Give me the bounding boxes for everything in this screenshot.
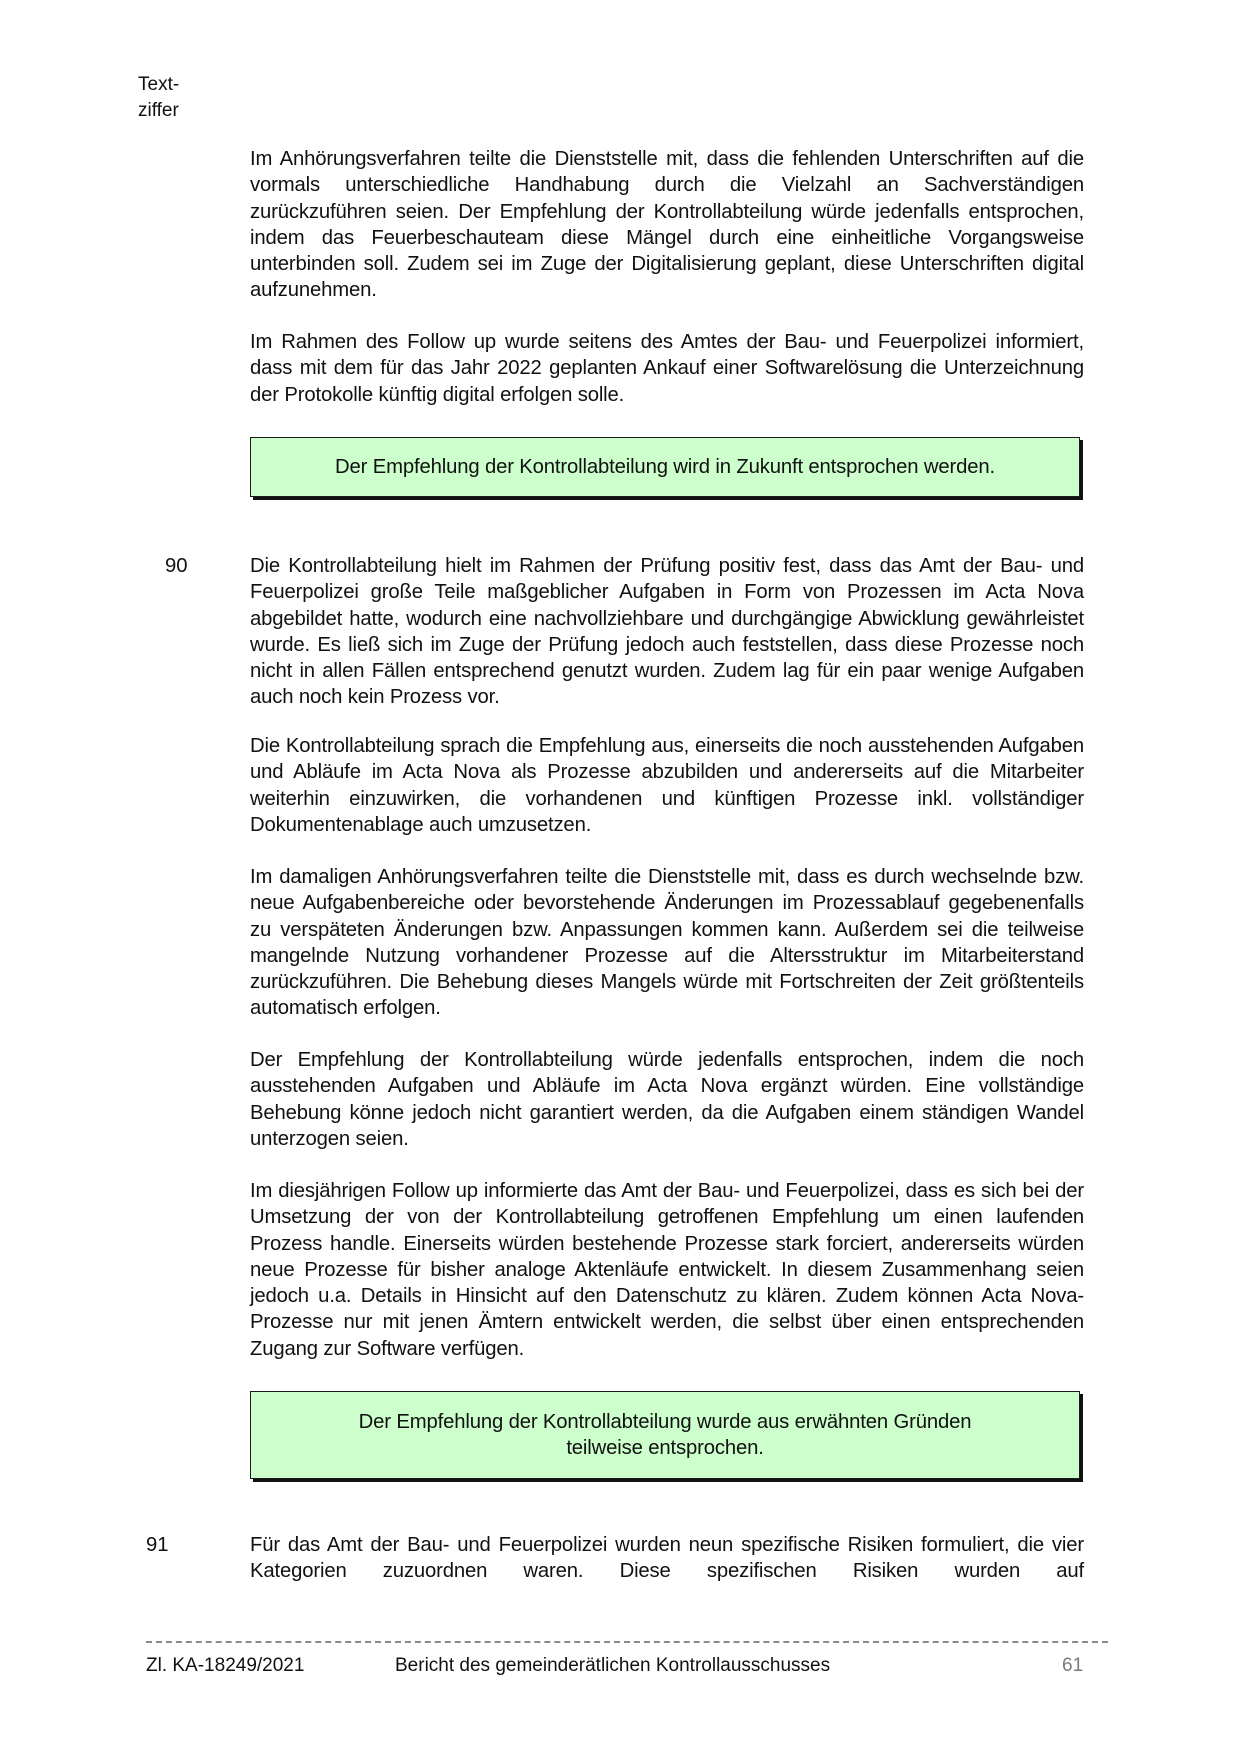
section-90-paragraph-1: [250, 553, 1084, 711]
paragraph: Im Anhörungsverfahren teilte die Dienststelle mit, dass die fehlenden Unterschriften auf die vormals unterschiedliche Handhabung durch die Vielzahl an Sachverständigen zurückzuführen seien. Der Empfehlung der Kontrollabteilung würde jedenfalls entsprochen, indem das Feuerbeschauteam diese Mängel durch eine einheitliche Vorgangsweise unterbinden soll. Zudem sei im Zuge der Digitalisierung geplant, diese Unterschriften digital aufzunehmen.: [250, 148, 1084, 302]
recommendation-text-line1: Der Empfehlung der Kontrollabteilung wurde aus erwähnten Gründen: [358, 1410, 972, 1433]
section-90-paragraph-4: [250, 1047, 1084, 1152]
section-number: 91: [146, 1534, 169, 1556]
section-91-paragraph-1: [250, 1532, 1084, 1585]
margin-label-line2: ziffer: [138, 100, 179, 121]
margin-label-line1: Text-: [138, 74, 180, 95]
section-90-paragraph-5: [250, 1178, 1084, 1362]
recommendation-text-line2: teilweise entsprochen.: [566, 1437, 764, 1459]
recommendation-text: Der Empfehlung der Kontrollabteilung wird in Zukunft entsprochen werden.: [335, 455, 995, 478]
paragraph: Im Rahmen des Follow up wurde seitens des Amtes der Bau- und Feuerpolizei informiert, dass mit dem für das Jahr 2022 geplanten Ankauf einer Softwarelösung die Unterzeichnung der Protokolle künftig digital erfolgen solle.: [250, 331, 1084, 406]
section-number: 90: [165, 555, 188, 577]
paragraph: Die Kontrollabteilung sprach die Empfehlung aus, einerseits die noch ausstehenden Aufgaben und Abläufe im Acta Nova als Prozesse abzubilden und andererseits auf die Mitarbeiter weiterhin einzuwirken, die vorhandenen und künftigen Prozesse inkl. vollständiger Dokumentenablage auch umzusetzen.: [250, 735, 1084, 836]
paragraph: Im diesjährigen Follow up informierte das Amt der Bau- und Feuerpolizei, dass es sich bei der Umsetzung der von der Kontrollabteilung getroffenen Empfehlung um einen laufenden Prozess handle. Einerseits würden bestehende Prozesse stark forciert, andererseits würden neue Prozesse für bisher analoge Aktenläufe entwickelt. In diesem Zusammenhang seien jedoch u.a. Details in Hinsicht auf den Datenschutz zu klären. Zudem können Acta Nova-Prozesse nur mit jenen Ämtern entwickelt werden, die selbst über einen entsprechenden Zugang zur Software verfügen.: [250, 1180, 1084, 1360]
footer-title: Bericht des gemeinderätlichen Kontrollausschusses: [395, 1655, 831, 1676]
recommendation-box: [250, 1391, 1080, 1479]
paragraph: Die Kontrollabteilung hielt im Rahmen der Prüfung positiv fest, dass das Amt der Bau- und Feuerpolizei große Teile maßgeblicher Aufgaben in Form von Prozessen im Acta Nova abgebildet hatte, wodurch eine nachvollziehbare und durchgängige Abwicklung gewährleistet wurde. Es ließ sich im Zuge der Prüfung jedoch auch feststellen, dass diese Prozesse noch nicht in allen Fällen entsprechend genutzt wurden. Zudem lag für ein paar wenige Aufgaben auch noch kein Prozess vor.: [250, 555, 1084, 709]
margin-label-textziffer: [138, 72, 179, 124]
section-89-continuation: [250, 146, 1084, 304]
recommendation-box: [250, 437, 1080, 497]
section-90-paragraph-3: [250, 864, 1084, 1022]
page-number: 61: [1062, 1655, 1084, 1676]
section-90-paragraph-2: [250, 733, 1084, 838]
footer-reference: Zl. KA-18249/2021: [146, 1655, 305, 1676]
paragraph: Für das Amt der Bau- und Feuerpolizei wurden neun spezifische Risiken formuliert, die vier Kategorien zuzuordnen waren. Diese spezifischen Risiken wurden auf: [250, 1534, 1084, 1583]
paragraph: Der Empfehlung der Kontrollabteilung würde jedenfalls entsprochen, indem die noch ausstehenden Aufgaben und Abläufe im Acta Nova ergänzt würden. Eine vollständige Behebung könne jedoch nicht garantiert werden, da die Aufgaben einem ständigen Wandel unterzogen seien.: [250, 1049, 1084, 1150]
paragraph: Im damaligen Anhörungsverfahren teilte die Dienststelle mit, dass es durch wechselnde bzw. neue Aufgabenbereiche oder bevorstehende Änderungen im Prozessablauf gegebenenfalls zu verspäteten Änderungen bzw. Anpassungen kommen kann. Außerdem sei die teilweise mangelnde Nutzung vorhandener Prozesse auf die Altersstruktur im Mitarbeiterstand zurückzuführen. Die Behebung dieses Mangels würde mit Fortschreiten der Zeit größtenteils automatisch erfolgen.: [250, 866, 1084, 1020]
footer-divider: [146, 1641, 1108, 1643]
section-89-follow-up: [250, 329, 1084, 408]
